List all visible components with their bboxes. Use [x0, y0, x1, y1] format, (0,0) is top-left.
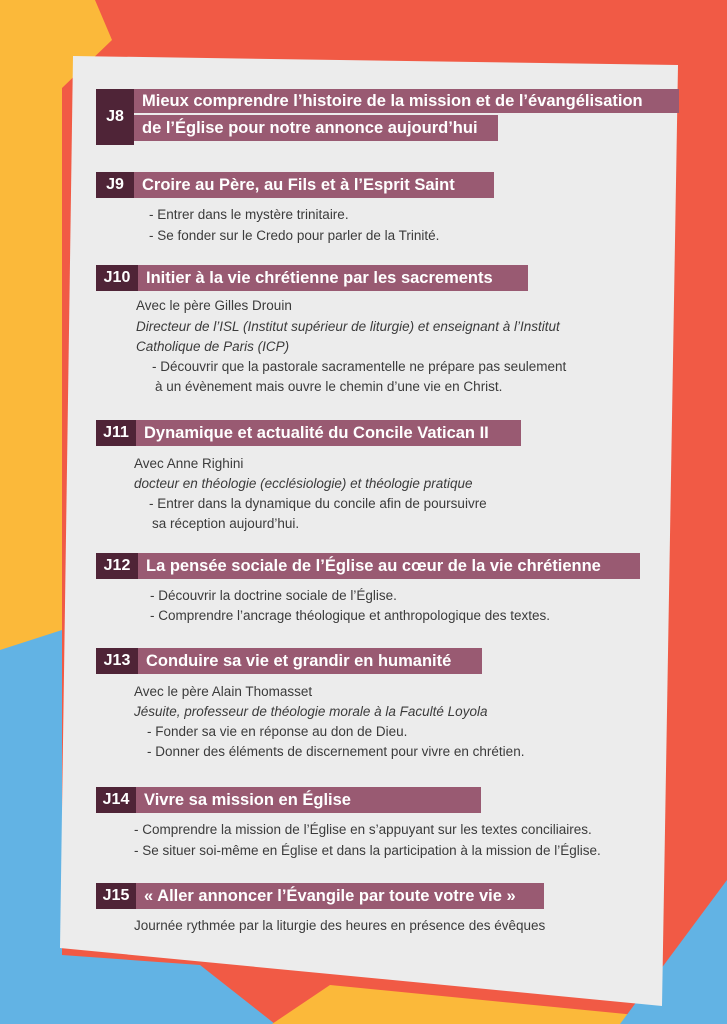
session-bullet: - Entrer dans le mystère trinitaire.	[149, 207, 349, 222]
session-code: J8	[96, 89, 134, 145]
session-speaker-role: Jésuite, professeur de théologie morale à la Faculté Loyola	[134, 704, 488, 719]
session-description: Journée rythmée par la liturgie des heures en présence des évêques	[134, 918, 546, 933]
session-code: J15	[96, 883, 136, 909]
session-speaker-role: Directeur de l’ISL (Institut supérieur de liturgie) et enseignant à l’Institut	[136, 319, 560, 334]
session-speaker-role: docteur en théologie (ecclésiologie) et théologie pratique	[134, 476, 473, 491]
session-title: Mieux comprendre l’histoire de la mission et de l’évangélisation	[134, 89, 679, 113]
session-title: La pensée sociale de l’Église au cœur de la vie chrétienne	[138, 553, 640, 579]
session-code: J12	[96, 553, 138, 579]
session-bullet-continued: à un évènement mais ouvre le chemin d’une vie en Christ.	[155, 379, 503, 394]
session-bullet: - Fonder sa vie en réponse au don de Dieu.	[147, 724, 408, 739]
session-code: J13	[96, 648, 138, 674]
session-bullet: - Découvrir la doctrine sociale de l’Église.	[150, 588, 397, 603]
session-bullet: - Entrer dans la dynamique du concile afin de poursuivre	[149, 496, 487, 511]
session-title: Dynamique et actualité du Concile Vatican II	[136, 420, 521, 446]
session-code: J9	[96, 172, 134, 198]
session-bullet: - Donner des éléments de discernement pour vivre en chrétien.	[147, 744, 525, 759]
session-title-continued: de l’Église pour notre annonce aujourd’hui	[134, 115, 498, 141]
session-code: J11	[96, 420, 136, 446]
session-speaker-role: Catholique de Paris (ICP)	[136, 339, 290, 354]
session-speaker: Avec le père Gilles Drouin	[136, 298, 292, 313]
session-bullet: - Se fonder sur le Credo pour parler de la Trinité.	[149, 228, 440, 243]
session-title: Initier à la vie chrétienne par les sacrements	[138, 265, 528, 291]
session-bullet: - Découvrir que la pastorale sacramentelle ne prépare pas seulement	[152, 359, 567, 374]
session-bullet-continued: sa réception aujourd’hui.	[152, 516, 300, 531]
session-speaker: Avec le père Alain Thomasset	[134, 684, 313, 699]
session-code: J10	[96, 265, 138, 291]
session-speaker: Avec Anne Righini	[134, 456, 244, 471]
session-title: « Aller annoncer l’Évangile par toute votre vie »	[136, 883, 544, 909]
session-code: J14	[96, 787, 136, 813]
session-title: Conduire sa vie et grandir en humanité	[138, 648, 482, 674]
session-bullet: - Comprendre la mission de l’Église en s’appuyant sur les textes conciliaires.	[134, 822, 592, 837]
session-bullet: - Se situer soi-même en Église et dans la participation à la mission de l’Église.	[134, 843, 601, 858]
session-bullet: - Comprendre l’ancrage théologique et anthropologique des textes.	[150, 608, 551, 623]
session-title: Vivre sa mission en Église	[136, 787, 481, 813]
session-title: Croire au Père, au Fils et à l’Esprit Saint	[134, 172, 494, 198]
